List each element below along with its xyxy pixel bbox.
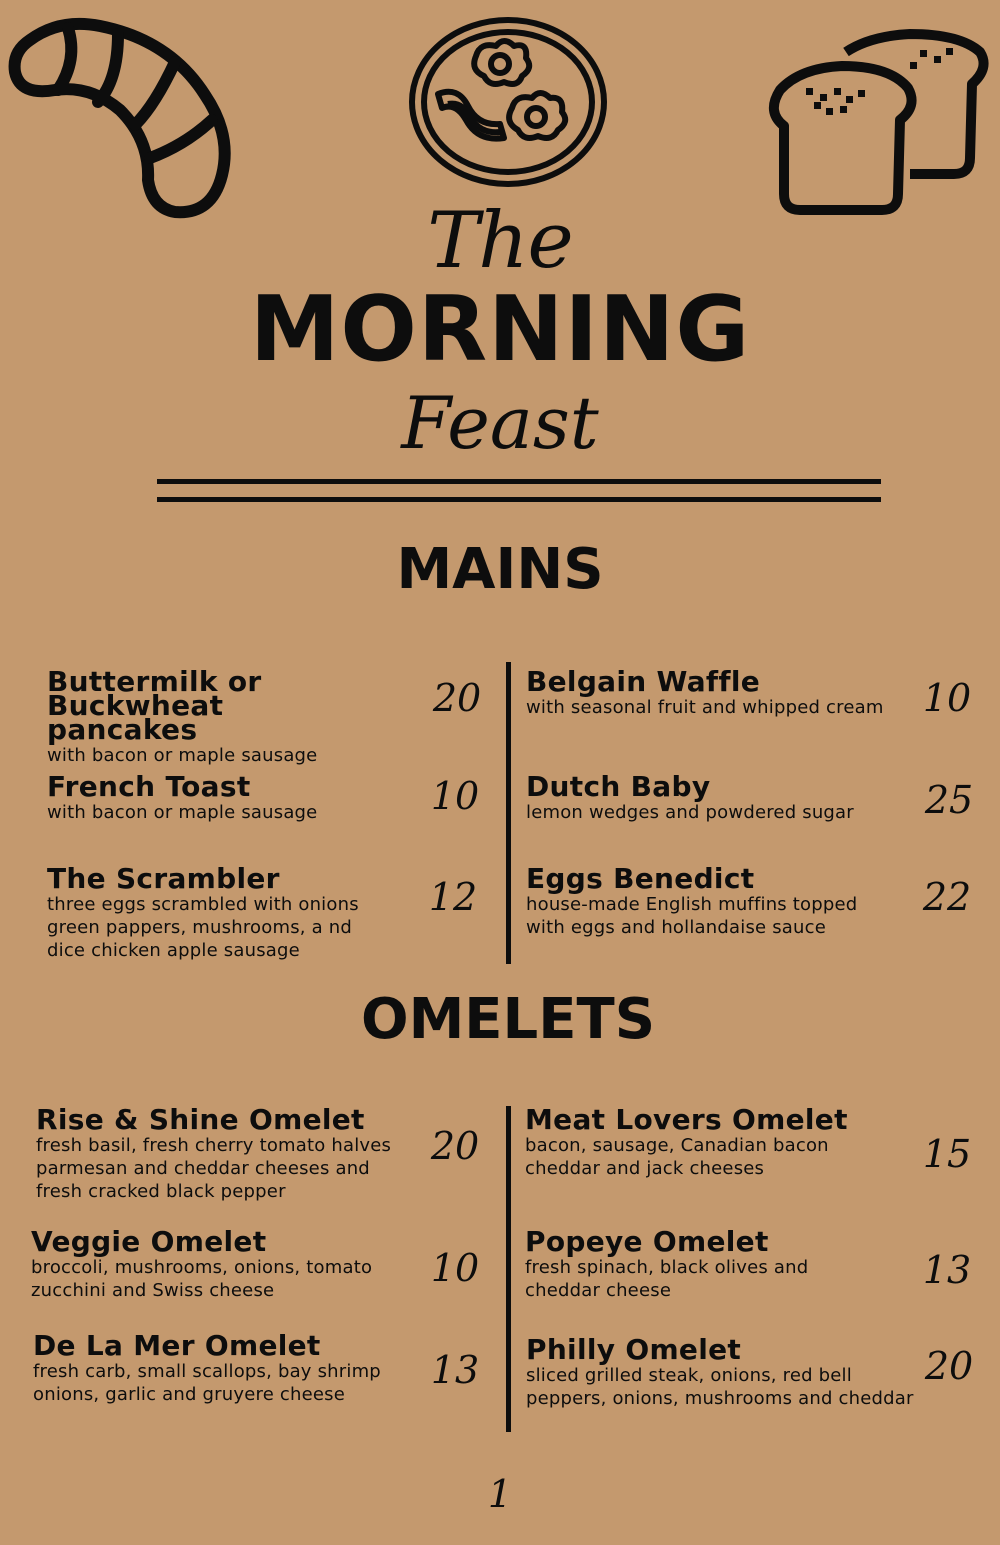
item-name: Dutch Baby — [526, 770, 711, 803]
item-price: 10 — [922, 676, 972, 720]
item-price: 20 — [924, 1344, 974, 1388]
item-name: Belgain Waffle — [526, 665, 761, 698]
omelets-column-divider — [506, 1106, 511, 1432]
item-price: 13 — [922, 1248, 972, 1292]
item-description: sliced grilled steak, onions, red bell peppers, onions, mushrooms and cheddar — [526, 1365, 914, 1409]
item-name: Meat Lovers Omelet — [525, 1103, 848, 1136]
item-description: bacon, sausage, Canadian bacon cheddar and jack cheeses — [525, 1135, 829, 1179]
item-price: 13 — [430, 1348, 480, 1392]
item-price: 20 — [432, 676, 482, 720]
item-description: fresh basil, fresh cherry tomato halves parmesan and cheddar cheeses and fresh cracked black pepper — [36, 1135, 392, 1202]
item-price: 10 — [430, 774, 480, 818]
mains-column-divider — [506, 662, 511, 964]
mains-heading: MAINS — [396, 537, 604, 602]
item-description: fresh carb, small scallops, bay shrimp onions, garlic and gruyere cheese — [33, 1361, 381, 1405]
item-description: house-made English muffins topped with eggs and hollandaise sauce — [526, 894, 858, 938]
item-name: Veggie Omelet — [31, 1225, 267, 1258]
item-name: Buttermilk or Buckwheat pancakes — [47, 665, 262, 746]
page-number: 1 — [487, 1472, 513, 1516]
menu-item — [31, 1225, 411, 1302]
menu-item — [525, 1103, 905, 1180]
menu-item — [47, 770, 447, 824]
item-price: 10 — [430, 1246, 480, 1290]
item-description: with bacon or maple sausage — [47, 745, 318, 766]
title-morning: MORNING — [249, 277, 751, 382]
omelets-heading: OMELETS — [360, 987, 656, 1052]
item-name: French Toast — [47, 770, 251, 803]
eggs-and-bacon-plate-icon — [408, 16, 608, 188]
bread-loaves-icon — [760, 28, 992, 216]
menu-item — [526, 770, 916, 824]
item-description: with seasonal fruit and whipped cream — [526, 697, 884, 718]
title-rule-top — [157, 479, 881, 484]
menu-item — [525, 1225, 905, 1302]
item-description: three eggs scrambled with onions green pappers, mushrooms, a nd dice chicken apple sausage — [47, 894, 359, 961]
title-the: The — [427, 196, 573, 286]
item-name: Rise & Shine Omelet — [36, 1103, 365, 1136]
menu-item — [526, 665, 916, 719]
menu-item — [526, 1333, 936, 1410]
item-price: 12 — [428, 875, 478, 919]
menu-item — [33, 1329, 413, 1406]
item-name: Popeye Omelet — [525, 1225, 769, 1258]
menu-item — [47, 862, 447, 962]
item-name: De La Mer Omelet — [33, 1329, 321, 1362]
title-feast: Feast — [401, 381, 599, 465]
item-name: Eggs Benedict — [526, 862, 755, 895]
item-price: 20 — [430, 1124, 480, 1168]
item-price: 22 — [922, 875, 972, 919]
item-description: broccoli, mushrooms, onions, tomato zucchini and Swiss cheese — [31, 1257, 373, 1301]
item-name: Philly Omelet — [526, 1333, 742, 1366]
item-description: with bacon or maple sausage — [47, 802, 318, 823]
menu-item — [47, 665, 447, 767]
menu-item — [526, 862, 886, 939]
item-description: lemon wedges and powdered sugar — [526, 802, 854, 823]
item-price: 15 — [922, 1132, 972, 1176]
item-price: 25 — [924, 778, 974, 822]
menu-item — [36, 1103, 416, 1203]
item-description: fresh spinach, black olives and cheddar cheese — [525, 1257, 809, 1301]
title-rule-bottom — [157, 497, 881, 502]
item-name: The Scrambler — [47, 862, 280, 895]
